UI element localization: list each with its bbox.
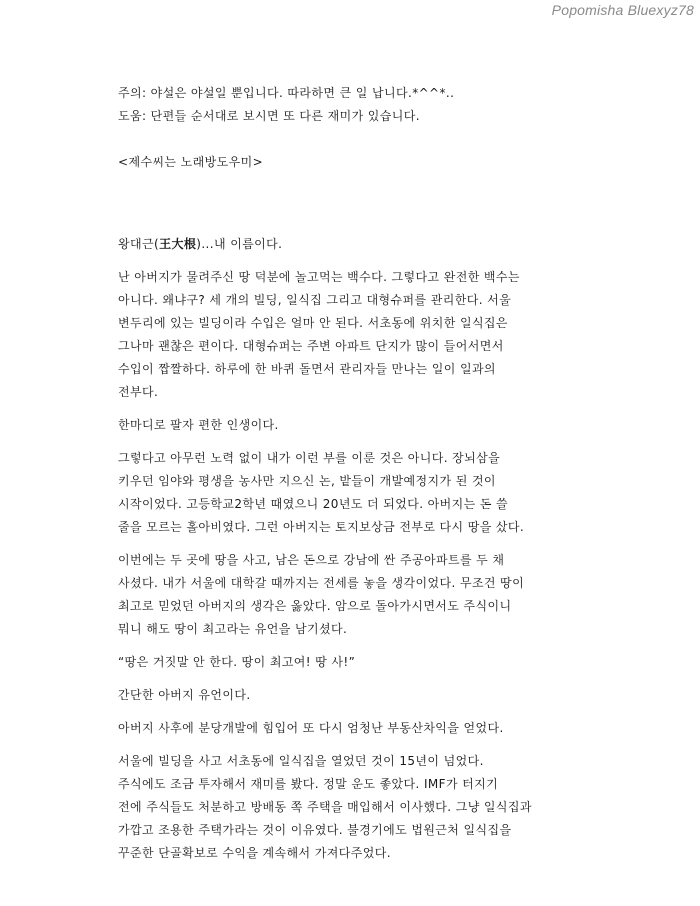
paragraph (118, 414, 588, 437)
paragraph-line: 변두리에 있는 빌딩이라 수입은 얼마 안 된다. 서초동에 위치한 일식집은 (118, 316, 508, 330)
document-body (118, 82, 588, 865)
intro-suffix: )...내 이름이다. (196, 237, 283, 251)
paragraph (118, 717, 588, 740)
paragraph-line: 이번에는 두 곳에 땅을 사고, 남은 돈으로 강남에 싼 주공아파트를 두 채 (118, 553, 505, 567)
paragraph-line: 한마디로 팔자 편한 인생이다. (118, 418, 279, 432)
paragraph (118, 549, 588, 641)
paragraph-line: 난 아버지가 물려주신 땅 덕분에 놀고먹는 백수다. 그렇다고 완전한 백수는 (118, 270, 520, 284)
warning-note: 주의: 야설은 야설일 뿐입니다. 따라하면 큰 일 납니다.*^^*.. (118, 86, 455, 100)
paragraph-line: “땅은 거짓말 안 한다. 땅이 최고여! 땅 사!” (118, 655, 356, 669)
paragraph (118, 750, 588, 865)
paragraph-line: 줄을 모르는 홀아비였다. 그런 아버지는 토지보상금 전부로 다시 땅을 샀다. (118, 520, 525, 534)
intro-hanja-name: 王大根 (159, 237, 197, 251)
paragraph-line: 전에 주식들도 처분하고 방배동 쪽 주택을 매입해서 이사했다. 그냥 일식집과 (118, 800, 532, 814)
story-title: <제수씨는 노래방도우미> (118, 155, 264, 169)
paragraph-line: 서울에 빌딩을 사고 서초동에 일식집을 열었던 것이 15년이 넘었다. (118, 754, 484, 768)
paragraph-line: 간단한 아버지 유언이다. (118, 688, 251, 702)
paragraph-line: 사셨다. 내가 서울에 대학갈 때까지는 전세를 놓을 생각이었다. 무조건 땅이 (118, 576, 525, 590)
paragraph-list (118, 266, 588, 865)
paragraph-line: 그렇다고 아무런 노력 없이 내가 이런 부를 이룬 것은 아니다. 장뇌삼을 (118, 451, 501, 465)
paragraph-line: 키우던 임야와 평생을 농사만 지으신 논, 밭들이 개발예정지가 된 것이 (118, 474, 496, 488)
paragraph-line: 전부다. (118, 385, 159, 399)
paragraph-line: 주식에도 조금 투자해서 재미를 봤다. 정말 운도 좋았다. IMF가 터지기 (118, 777, 499, 791)
paragraph-line: 최고로 믿었던 아버지의 생각은 옳았다. 암으로 돌아가시면서도 주식이니 (118, 599, 512, 613)
paragraph-line: 시작이었다. 고등학교2학년 때였으니 20년도 더 되었다. 아버지는 돈 쓸 (118, 497, 509, 511)
intro-line (118, 233, 588, 256)
paragraph-line: 아니다. 왜냐구? 세 개의 빌딩, 일식집 그리고 대형슈퍼를 관리한다. 서울 (118, 293, 512, 307)
watermark: Popomisha Bluexyz78 (551, 2, 694, 18)
paragraph (118, 684, 588, 707)
paragraph-line: 꾸준한 단골확보로 수익을 계속해서 가져다주었다. (118, 846, 391, 860)
paragraph-line: 가깝고 조용한 주택가라는 것이 이유였다. 불경기에도 법원근처 일식집을 (118, 823, 512, 837)
help-note: 도움: 단편들 순서대로 보시면 또 다른 재미가 있습니다. (118, 109, 420, 123)
paragraph (118, 447, 588, 539)
paragraph-line: 수입이 짭짤하다. 하루에 한 바퀴 돌면서 관리자들 만나는 일이 일과의 (118, 362, 496, 376)
intro-prefix: 왕대근( (118, 237, 160, 251)
paragraph-line: 그나마 괜찮은 편이다. 대형슈퍼는 주변 아파트 단지가 많이 들어서면서 (118, 339, 504, 353)
paragraph-line: 뭐니 해도 땅이 최고라는 유언을 남기셨다. (118, 622, 348, 636)
paragraph (118, 266, 588, 404)
paragraph-line: 아버지 사후에 분당개발에 힘입어 또 다시 엄청난 부동산차익을 얻었다. (118, 721, 504, 735)
paragraph (118, 651, 588, 674)
